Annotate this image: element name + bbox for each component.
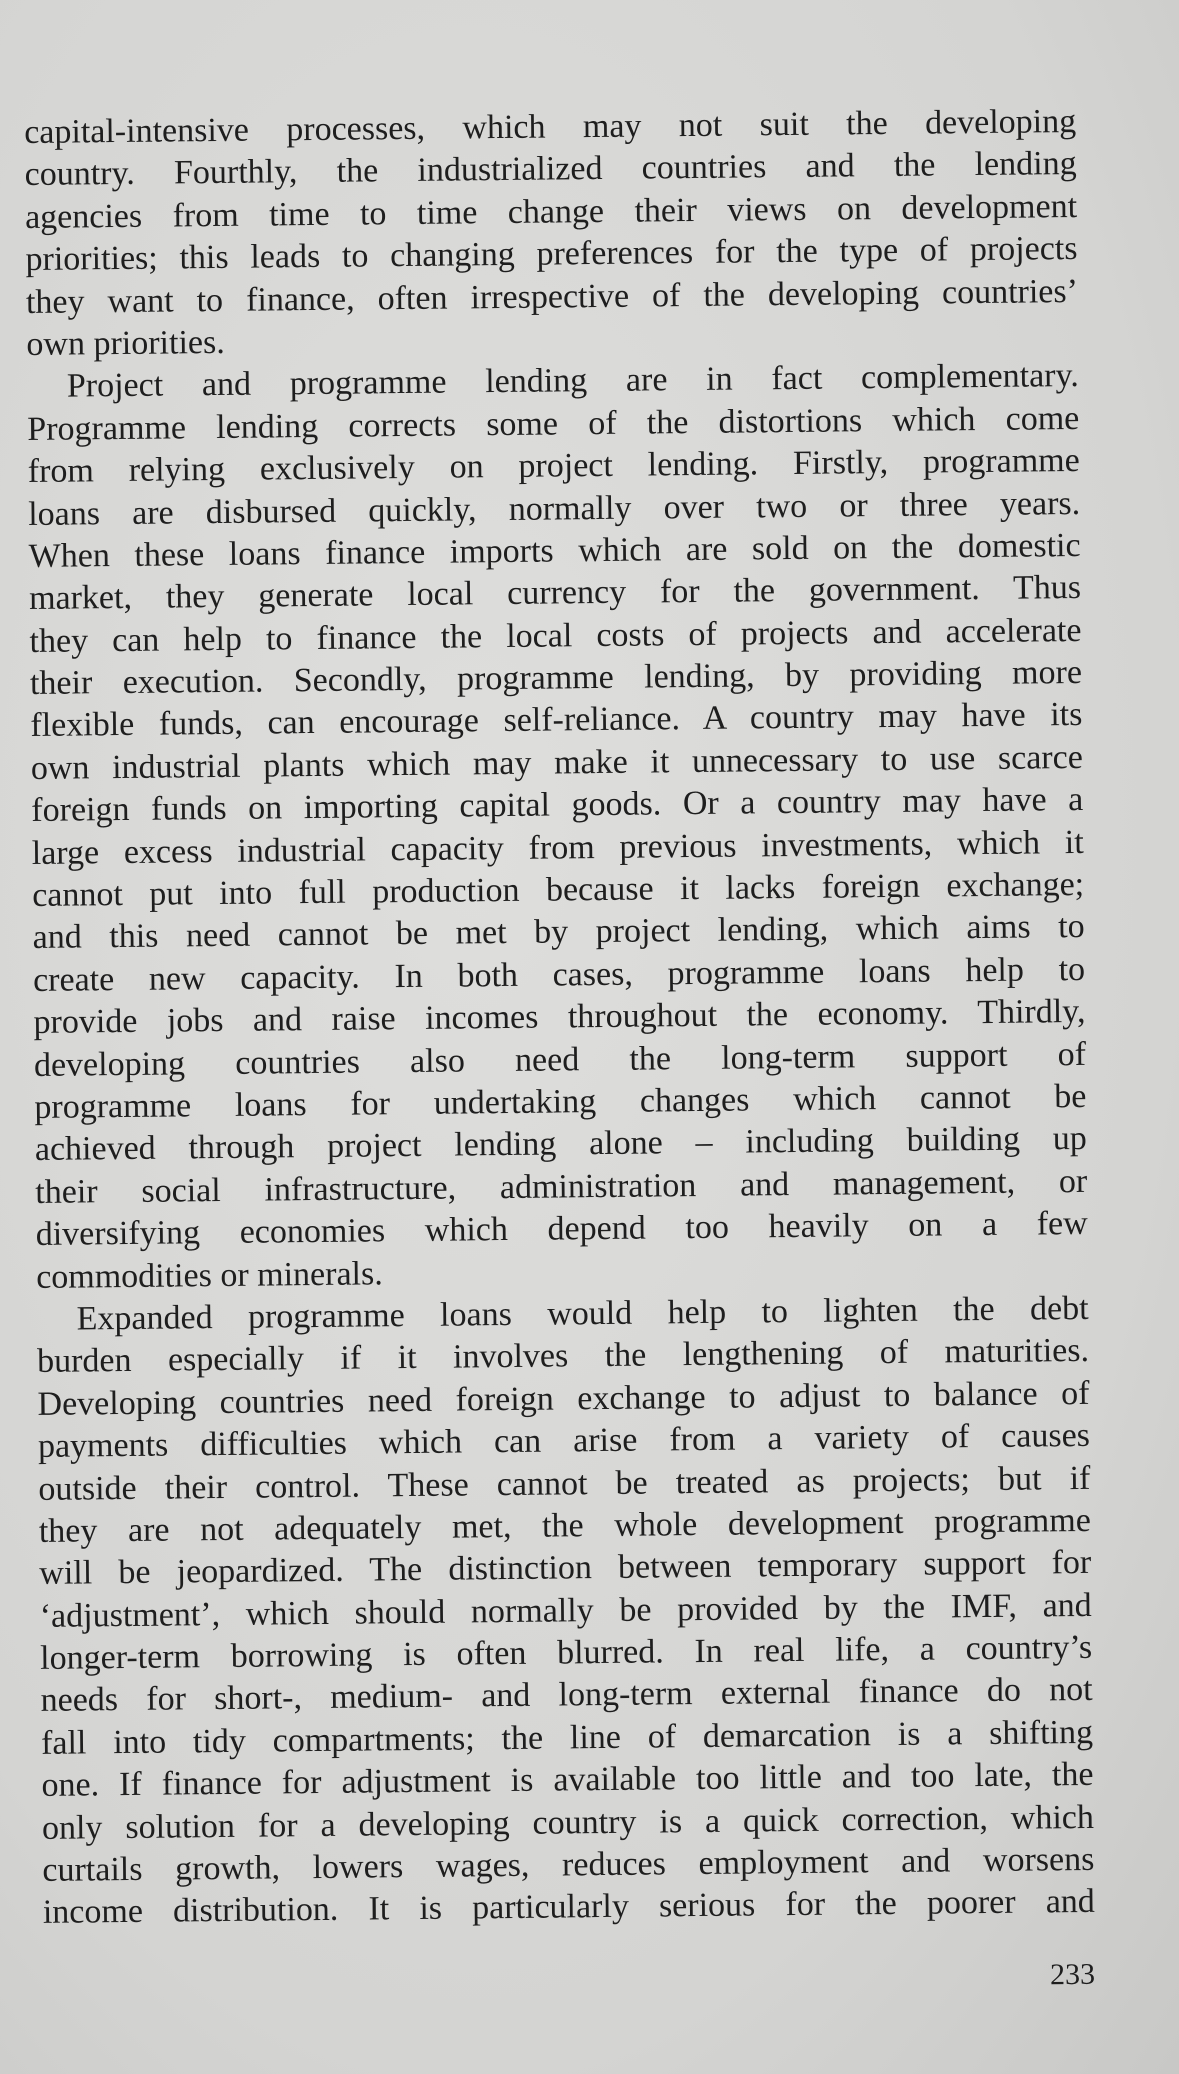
text-line: income distribution. It is particularly serious for the poorer and — [42, 1883, 1095, 1932]
text-line: and this need cannot be met by project lending, which aims to — [32, 908, 1085, 957]
text-line: large excess industrial capacity from previous investments, which it — [31, 823, 1084, 872]
text-line: payments difficulties which can arise from a variety of causes — [37, 1417, 1091, 1466]
text-line: create new capacity. In both cases, programme loans help to — [32, 950, 1086, 999]
text-line: only solution for a developing country is a quick correction, which — [41, 1798, 1095, 1847]
text-line: provide jobs and raise incomes throughout the economy. Thirdly, — [33, 993, 1086, 1042]
text-line: they can help to finance the local costs of projects and accelerate — [29, 611, 1082, 660]
text-line: Developing countries need foreign exchange to adjust to balance of — [37, 1374, 1090, 1423]
text-line: priorities; this leads to changing preferences for the type of projects — [25, 230, 1078, 279]
text-line: curtails growth, lowers wages, reduces employment and worsens — [42, 1840, 1095, 1889]
text-line: programme loans for undertaking changes which cannot be — [34, 1077, 1087, 1126]
text-line: will be jeopardized. The distinction between temporary support for — [39, 1544, 1092, 1593]
body-text — [24, 101, 1095, 1935]
page-number: 233 — [1049, 1957, 1096, 1992]
paragraph — [36, 1288, 1095, 1935]
text-line: loans are disbursed quickly, normally over two or three years. — [28, 484, 1081, 533]
text-line: agencies from time to time change their views on development — [24, 187, 1078, 236]
text-line: own priorities. — [26, 323, 225, 363]
text-line: commodities or minerals. — [36, 1254, 383, 1296]
text-line: own industrial plants which may make it unnecessary to use scarce — [30, 738, 1084, 787]
text-line: Project and programme lending are in fact complementary. — [66, 357, 1080, 405]
text-line: cannot put into full production because it lacks foreign exchange; — [32, 865, 1085, 914]
paragraph — [27, 355, 1089, 1299]
text-line: achieved through project lending alone – including building up — [34, 1120, 1088, 1169]
text-line: burden especially if it involves the lengthening of maturities. — [36, 1332, 1090, 1381]
text-line: flexible funds, can encourage self-reliance. A country may have its — [30, 696, 1083, 745]
text-line: developing countries also need the long-term support of — [33, 1035, 1087, 1084]
paragraph — [24, 101, 1079, 366]
text-line: longer-term borrowing is often blurred. In real life, a country’s — [40, 1628, 1093, 1677]
text-line: Expanded programme loans would help to lighten the debt — [76, 1289, 1089, 1338]
text-line: they want to finance, often irrespective of the developing countries’ — [25, 272, 1079, 321]
text-line: their social infrastructure, administration and management, or — [35, 1162, 1088, 1211]
text-line: from relying exclusively on project lending. Firstly, programme — [27, 442, 1080, 491]
text-line: their execution. Secondly, programme lending, by providing more — [29, 654, 1083, 703]
text-line: fall into tidy compartments; the line of demarcation is a shifting — [40, 1713, 1094, 1762]
text-line: needs for short-, medium- and long-term external finance do not — [40, 1671, 1093, 1720]
text-line: When these loans finance imports which are sold on the domestic — [28, 526, 1081, 575]
text-line: market, they generate local currency for the government. Thus — [28, 569, 1082, 618]
text-line: Programme lending corrects some of the distortions which come — [27, 399, 1080, 448]
text-line: one. If finance for adjustment is available too little and too late, the — [41, 1756, 1094, 1805]
text-line: country. Fourthly, the industrialized countries and the lending — [24, 145, 1077, 194]
text-line: they are not adequately met, the whole development programme — [38, 1501, 1091, 1550]
text-line: outside their control. These cannot be treated as projects; but if — [38, 1459, 1091, 1508]
text-line: capital-intensive processes, which may not suit the developing — [24, 102, 1077, 151]
text-line: ‘adjustment’, which should normally be provided by the IMF, and — [39, 1586, 1092, 1635]
text-line: diversifying economies which depend too heavily on a few — [35, 1205, 1088, 1254]
text-line: foreign funds on importing capital goods. Or a country may have a — [31, 781, 1084, 830]
